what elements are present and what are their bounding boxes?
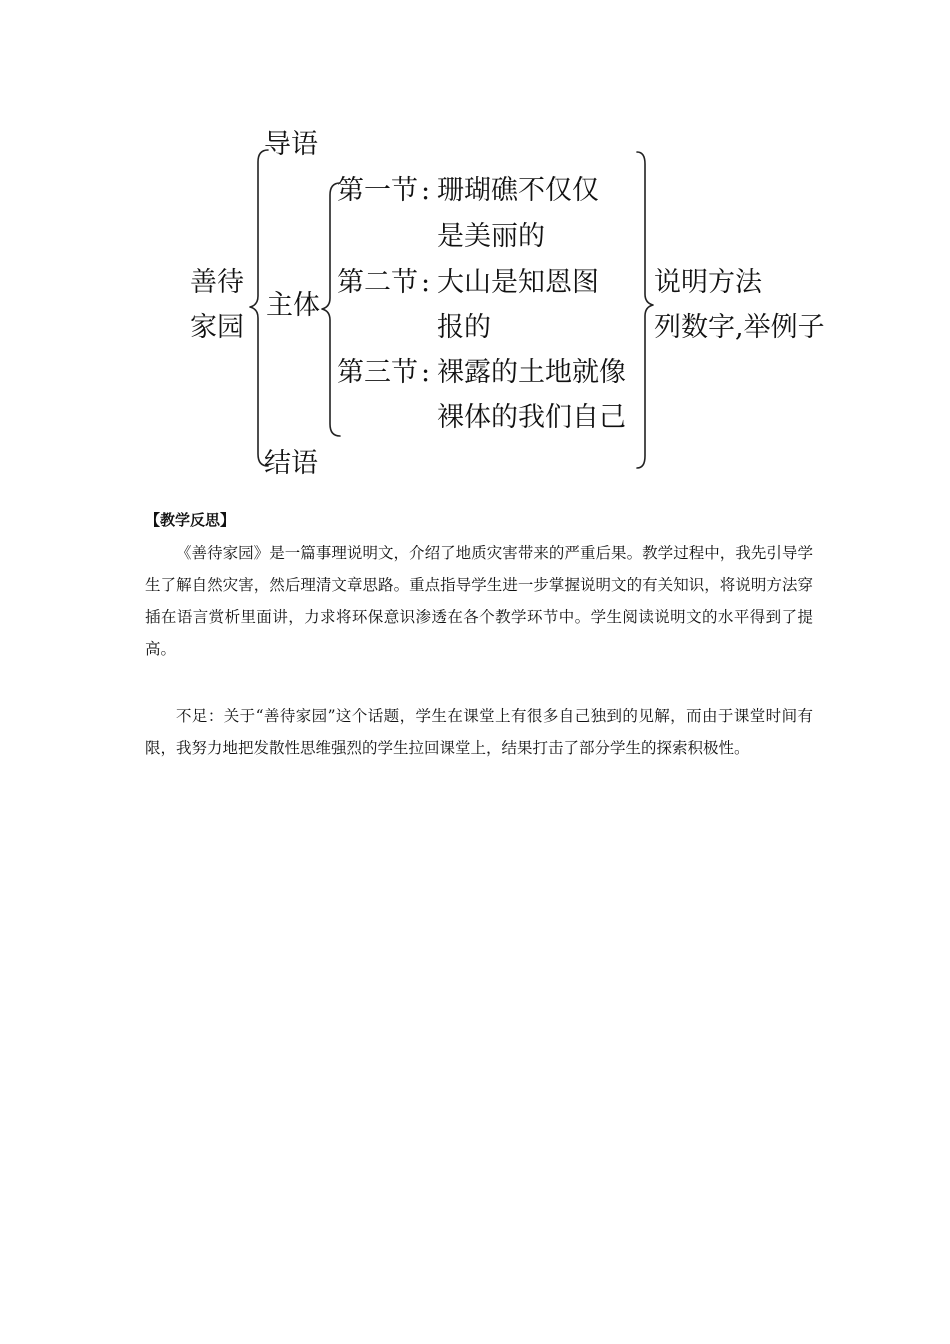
section-1-colon: : <box>421 175 431 206</box>
section-2-label: 第二节 <box>337 267 418 298</box>
root-line-2: 家园 <box>190 312 244 343</box>
intro-node: 导语 <box>264 129 318 160</box>
section-1-label: 第一节 <box>337 175 418 206</box>
section-3-label: 第三节 <box>337 357 418 388</box>
structure-diagram <box>0 0 950 500</box>
methods-list: 列数字,举例子 <box>654 312 825 343</box>
section-3-colon: : <box>421 357 431 388</box>
body-node: 主体 <box>266 290 320 321</box>
right-brace <box>637 152 653 468</box>
methods-title: 说明方法 <box>654 267 762 298</box>
section-1-text-2: 是美丽的 <box>437 221 545 252</box>
section-1-text-1: 珊瑚礁不仅仅 <box>437 175 599 206</box>
section-2-text-2: 报的 <box>437 312 491 343</box>
section-3-text-2: 裸体的我们自己 <box>437 402 626 433</box>
reflection-paragraph-2: 不足：关于“善待家园”这个话题，学生在课堂上有很多自己独到的见解，而由于课堂时间有限，我努力地把发散性思维强烈的学生拉回课堂上，结果打击了部分学生的探索积极性。 <box>145 707 813 757</box>
section-3-text-1: 裸露的土地就像 <box>437 357 626 388</box>
reflection-heading: 【教学反思】 <box>145 511 236 529</box>
body-left-brace <box>322 183 340 436</box>
section-2-text-1: 大山是知恩图 <box>437 267 599 298</box>
section-2-colon: : <box>421 267 431 298</box>
ending-node: 结语 <box>264 448 318 479</box>
reflection-paragraph-1: 《善待家园》是一篇事理说明文，介绍了地质灾害带来的严重后果。教学过程中，我先引导学生了解自然灾害，然后理清文章思路。重点指导学生进一步掌握说明文的有关知识，将说明方法穿插在语言赏析里面讲，力求将环保意识渗透在各个教学环节中。学生阅读说明文的水平得到了提高。 <box>145 544 813 658</box>
root-line-1: 善待 <box>190 267 244 298</box>
